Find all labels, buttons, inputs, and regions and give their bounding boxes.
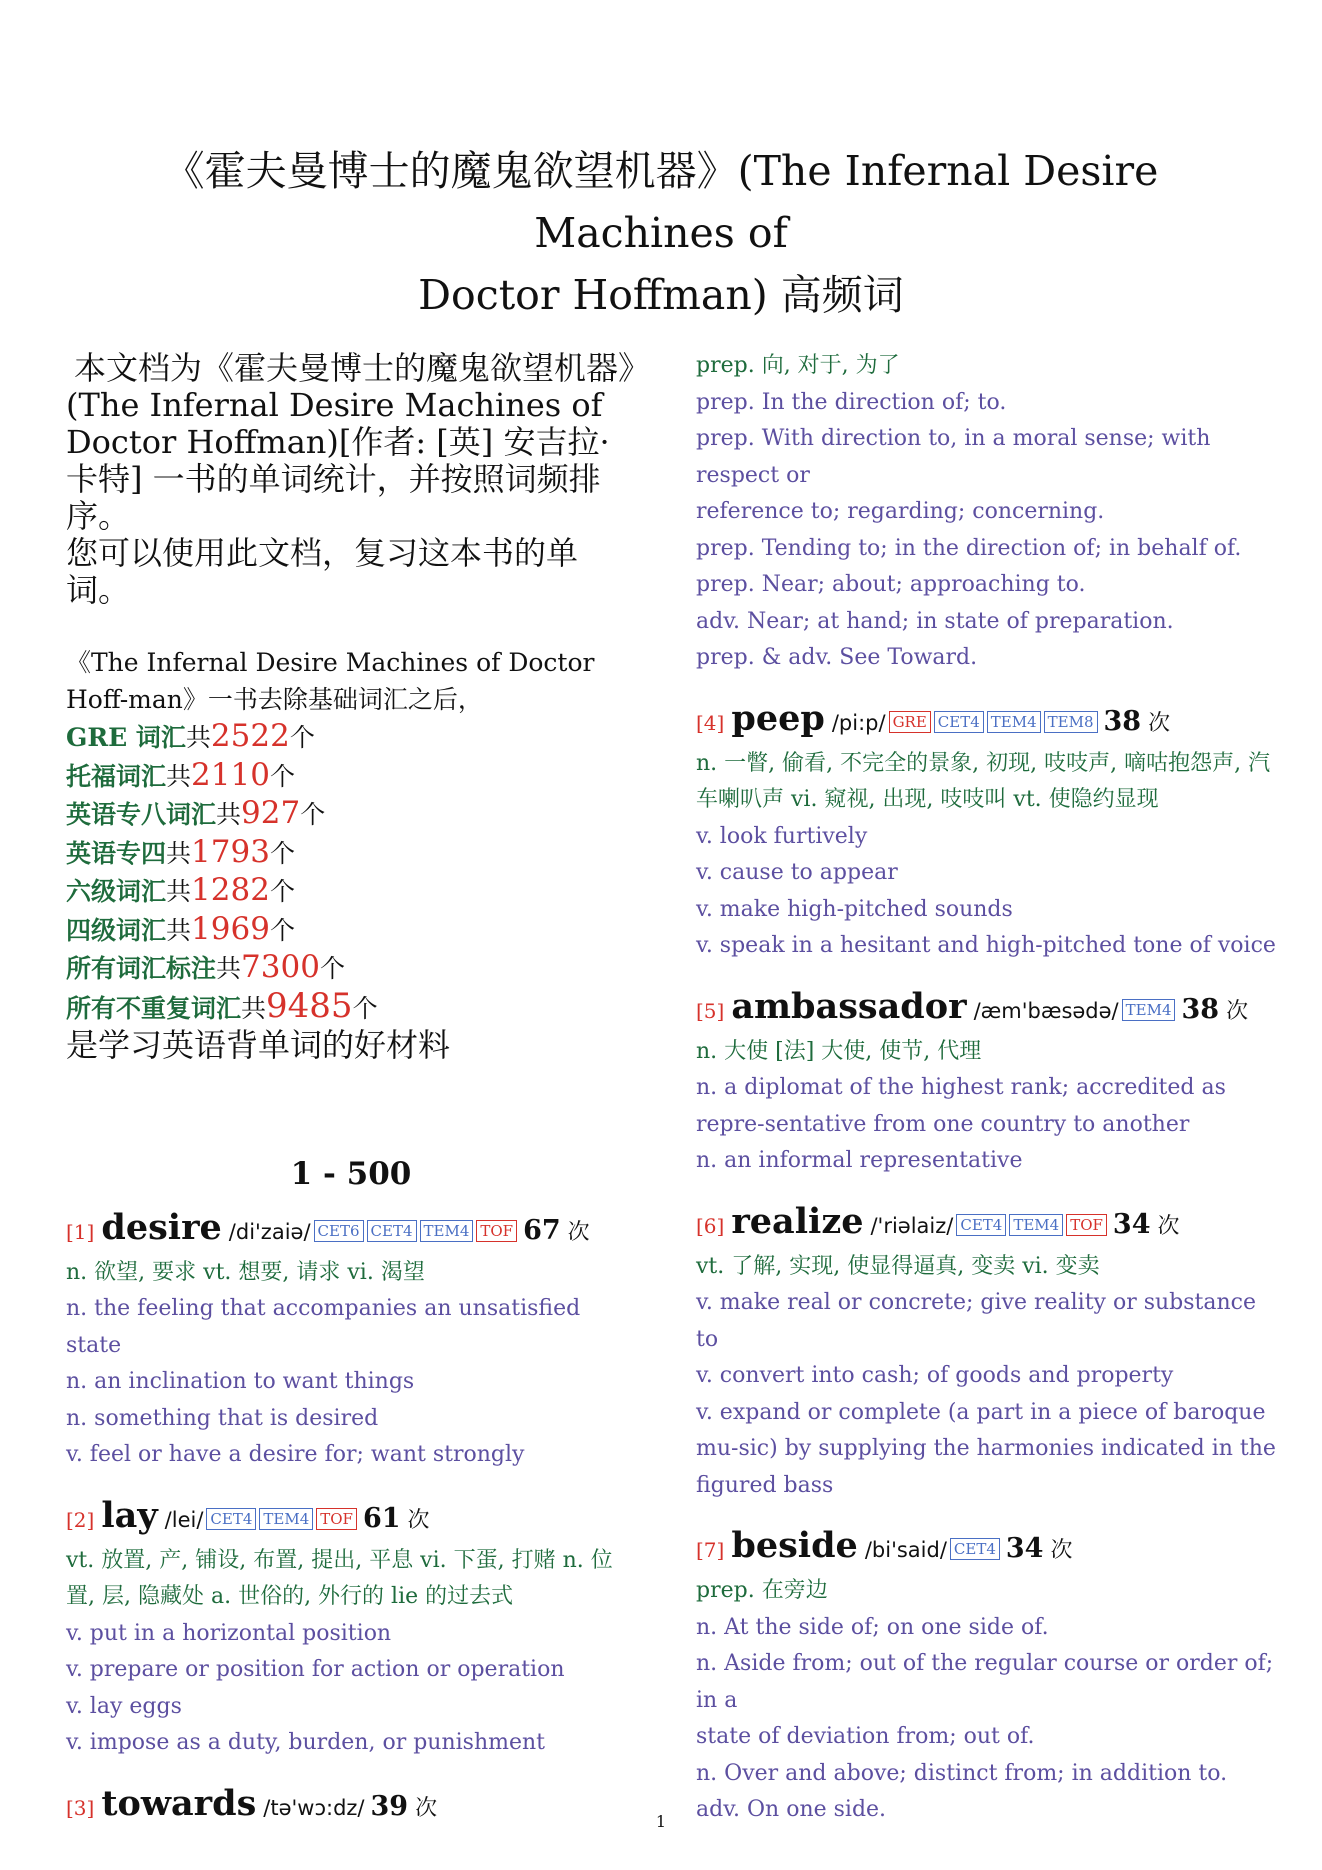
left-column [66, 350, 636, 1851]
vocab-stats [66, 645, 636, 1064]
entry-count: 34 [1005, 1533, 1044, 1564]
entry-word: lay [101, 1494, 158, 1536]
entry-count: 39 [370, 1790, 409, 1822]
entries-left [66, 1206, 636, 1831]
word-entry [696, 348, 1276, 677]
stats-unit: 个 [352, 993, 378, 1023]
entry-count-unit: 次 [1148, 710, 1171, 736]
word-entry [696, 985, 1276, 1180]
entry-pronunciation: /di'zaiə/ [228, 1219, 311, 1244]
entry-count-unit: 次 [407, 1507, 430, 1533]
entry-definition: n. a diplomat of the highest rank; accredited as repre-sentative from one country to another [696, 1075, 1226, 1137]
entry-header [696, 1524, 1276, 1573]
stats-mid: 共 [185, 723, 211, 752]
exam-tag: CET4 [367, 1220, 417, 1242]
stats-number: 1282 [191, 872, 270, 908]
entry-header [696, 697, 1276, 746]
entry-word: peep [731, 697, 825, 739]
entry-word: desire [101, 1206, 222, 1248]
entry-chinese: vt. 放置, 产, 铺设, 布置, 提出, 平息 vi. 下蛋, 打赌 n. 位置, 层, 隐藏处 a. 世俗的, 外行的 lie 的过去式 [66, 1547, 613, 1609]
entry-definition: state of deviation from; out of. [696, 1724, 1035, 1749]
stats-row [66, 718, 636, 757]
entry-count: 38 [1103, 705, 1142, 737]
stats-number: 1969 [191, 910, 270, 947]
entry-definition: v. make high-pitched sounds [696, 896, 1013, 922]
exam-tag: TEM4 [1009, 1214, 1063, 1236]
stats-mid: 共 [216, 800, 242, 829]
entry-index: [6] [696, 1213, 725, 1238]
stats-row [66, 911, 636, 950]
entry-definition: v. cause to appear [696, 860, 898, 885]
entry-index: [7] [696, 1538, 725, 1562]
title-line-1: 《霍夫曼博士的魔鬼欲望机器》(The Infernal Desire Machines of [163, 147, 1159, 257]
entry-definition: v. convert into cash; of goods and property [696, 1363, 1174, 1388]
word-entry [66, 1494, 636, 1762]
entry-definition: n. an inclination to want things [66, 1369, 415, 1394]
entry-count-unit: 次 [1226, 998, 1249, 1024]
entry-definition: v. put in a horizontal position [66, 1620, 392, 1646]
entry-pronunciation: /'riəlaiz/ [870, 1213, 954, 1238]
stats-row [66, 985, 636, 1028]
exam-tag: TOF [316, 1508, 357, 1530]
entry-word: realize [731, 1200, 864, 1242]
stats-rows [66, 718, 636, 1027]
word-entry [696, 1524, 1276, 1829]
exam-tag: CET4 [934, 711, 984, 733]
entry-definition: v. feel or have a desire for; want strongly [66, 1442, 525, 1467]
word-entry [696, 697, 1276, 965]
entries-right [696, 348, 1276, 1829]
entry-definition: n. an informal representative [696, 1148, 1023, 1173]
entry-count: 38 [1181, 993, 1220, 1025]
entry-count-unit: 次 [1157, 1213, 1180, 1239]
entry-definition: v. lay eggs [66, 1693, 182, 1719]
entry-header [696, 985, 1276, 1034]
entry-count-unit: 次 [415, 1795, 438, 1821]
exam-tag: TEM4 [420, 1220, 474, 1242]
entry-chinese: vt. 了解, 实现, 使显得逼真, 变卖 vi. 变卖 [696, 1253, 1100, 1279]
intro-text [66, 350, 636, 609]
entry-count-unit: 次 [1050, 1538, 1073, 1563]
exam-tag: GRE [889, 711, 931, 733]
stats-label: 托福词汇 [66, 761, 167, 791]
entry-definition: v. expand or complete (a part in a piece of baroque mu-sic) by supplying the harmonies indicated in the figured bass [696, 1399, 1276, 1498]
entry-word: ambassador [731, 985, 967, 1027]
entry-header [696, 1200, 1276, 1249]
stats-label: 英语专四 [66, 838, 167, 868]
exam-tag: TEM4 [1122, 999, 1176, 1021]
exam-tag: TOF [1066, 1214, 1107, 1236]
entry-definition: n. Aside from; out of the regular course or order of; in a [696, 1651, 1274, 1713]
entry-chinese: n. 欲望, 要求 vt. 想要, 请求 vi. 渴望 [66, 1259, 425, 1285]
stats-number: 2522 [210, 718, 290, 754]
stats-label: GRE 词汇 [66, 723, 186, 752]
stats-label: 英语专八词汇 [66, 800, 217, 829]
exam-tag: TEM4 [987, 711, 1041, 733]
entry-index: [3] [66, 1795, 95, 1820]
entry-definition: prep. & adv. See Toward. [696, 645, 978, 670]
word-entry [696, 1200, 1276, 1505]
stats-row [66, 872, 636, 911]
page-number: 1 [655, 1812, 667, 1831]
entry-pronunciation: /tə'wɔ:dz/ [263, 1795, 365, 1820]
entry-chinese: prep. 向, 对于, 为了 [696, 353, 900, 378]
entry-index: [4] [696, 710, 725, 735]
intro-paragraph-2: 您可以使用此文档，复习这本书的单词。 [66, 534, 579, 609]
entry-definition: n. Over and above; distinct from; in addition to. [696, 1760, 1228, 1786]
exam-tag: CET4 [956, 1214, 1006, 1236]
stats-row [66, 949, 636, 988]
entry-definition: adv. On one side. [696, 1797, 887, 1822]
stats-unit: 个 [269, 838, 295, 868]
stats-row [66, 795, 636, 834]
entry-count: 34 [1112, 1208, 1151, 1240]
entry-definition: n. something that is desired [66, 1405, 379, 1431]
entry-index: [5] [696, 998, 725, 1023]
stats-number: 927 [241, 795, 301, 831]
word-entry [66, 1206, 636, 1474]
entry-count: 61 [362, 1502, 401, 1534]
exam-tag: CET4 [950, 1538, 1000, 1560]
entry-word: towards [101, 1782, 257, 1824]
stats-unit: 个 [300, 800, 326, 829]
entry-definition: n. At the side of; on one side of. [696, 1614, 1049, 1640]
right-column [696, 348, 1276, 1849]
entry-header [66, 1206, 636, 1255]
stats-number: 2110 [191, 756, 270, 793]
exam-tag: CET6 [314, 1220, 364, 1242]
entry-count-unit: 次 [567, 1219, 590, 1245]
range-heading: 1 - 500 [290, 1155, 412, 1192]
stats-mid: 共 [166, 838, 192, 868]
entry-index: [1] [66, 1219, 95, 1244]
stats-label: 四级词汇 [66, 915, 167, 945]
entry-definition: v. make real or concrete; give reality or substance to [696, 1290, 1257, 1352]
entry-chinese: n. 大使 [法] 大使, 使节, 代理 [696, 1038, 982, 1064]
stats-label: 所有词汇标注 [66, 954, 217, 983]
stats-number: 9485 [266, 985, 353, 1026]
entry-definition: prep. Tending to; in the direction of; in behalf of. [696, 535, 1242, 561]
stats-row [66, 757, 636, 796]
stats-mid: 共 [241, 993, 267, 1023]
entry-definition: v. prepare or position for action or operation [66, 1657, 565, 1682]
entry-count: 67 [523, 1214, 561, 1246]
entry-definition: prep. Near; about; approaching to. [696, 572, 1086, 597]
stats-unit: 个 [269, 761, 295, 791]
stats-row [66, 834, 636, 873]
entry-chinese: n. 一瞥, 偷看, 不完全的景象, 初现, 吱吱声, 嘀咕抱怨声, 汽车喇叭声 vi. 窥视, 出现, 吱吱叫 vt. 使隐约显现 [696, 750, 1271, 812]
stats-unit: 个 [269, 877, 295, 906]
stats-unit: 个 [269, 915, 295, 945]
stats-number: 1793 [191, 833, 270, 870]
stats-label: 所有不重复词汇 [66, 993, 242, 1023]
entry-word: beside [731, 1525, 858, 1566]
entry-pronunciation: /lei/ [164, 1507, 204, 1532]
stats-intro: 《The Infernal Desire Machines of Doctor Hoff-man》一书去除基础词汇之后， [66, 648, 595, 714]
entry-definition: v. speak in a hesitant and high-pitched tone of voice [696, 933, 1276, 958]
exam-tag: TOF [476, 1220, 517, 1242]
intro-paragraph-1: 本文档为《霍夫曼博士的魔鬼欲望机器》(The Infernal Desire Machines of Doctor Hoffman)[作者: [英] 安吉拉·卡特] 一书的单词统计，并按照词频排序。 [66, 349, 635, 535]
exam-tag: CET4 [206, 1508, 256, 1530]
entry-definition: prep. In the direction of; to. [696, 389, 1007, 415]
stats-number: 7300 [241, 949, 320, 985]
entry-pronunciation: /bi'said/ [864, 1538, 947, 1562]
entry-definition: reference to; regarding; concerning. [696, 499, 1105, 524]
stats-unit: 个 [289, 723, 315, 752]
entry-index: [2] [66, 1507, 95, 1532]
stats-label: 六级词汇 [66, 877, 167, 906]
title-line-2: Doctor Hoffman) 高频词 [418, 271, 904, 319]
entry-definition: n. the feeling that accompanies an unsatisfied state [66, 1296, 581, 1358]
entry-definition: adv. Near; at hand; in state of preparation. [696, 608, 1174, 634]
entry-definition: v. impose as a duty, burden, or punishment [66, 1730, 546, 1755]
entry-chinese: prep. 在旁边 [696, 1578, 828, 1603]
exam-tag: TEM8 [1044, 711, 1098, 733]
stats-mid: 共 [216, 954, 242, 983]
entry-definition: v. look furtively [696, 823, 868, 849]
stats-unit: 个 [319, 954, 345, 983]
entry-pronunciation: /æm'bæsədə/ [973, 998, 1119, 1023]
stats-mid: 共 [166, 761, 192, 791]
stats-closing: 是学习英语背单词的好材料 [66, 1026, 451, 1064]
entry-definition: prep. With direction to, in a moral sense; with respect or [696, 426, 1211, 488]
entry-pronunciation: /pi:p/ [831, 710, 886, 735]
entry-header [66, 1494, 636, 1543]
exam-tag: TEM4 [259, 1508, 313, 1530]
document-title [60, 140, 1262, 326]
stats-mid: 共 [166, 877, 192, 906]
stats-mid: 共 [166, 915, 192, 945]
